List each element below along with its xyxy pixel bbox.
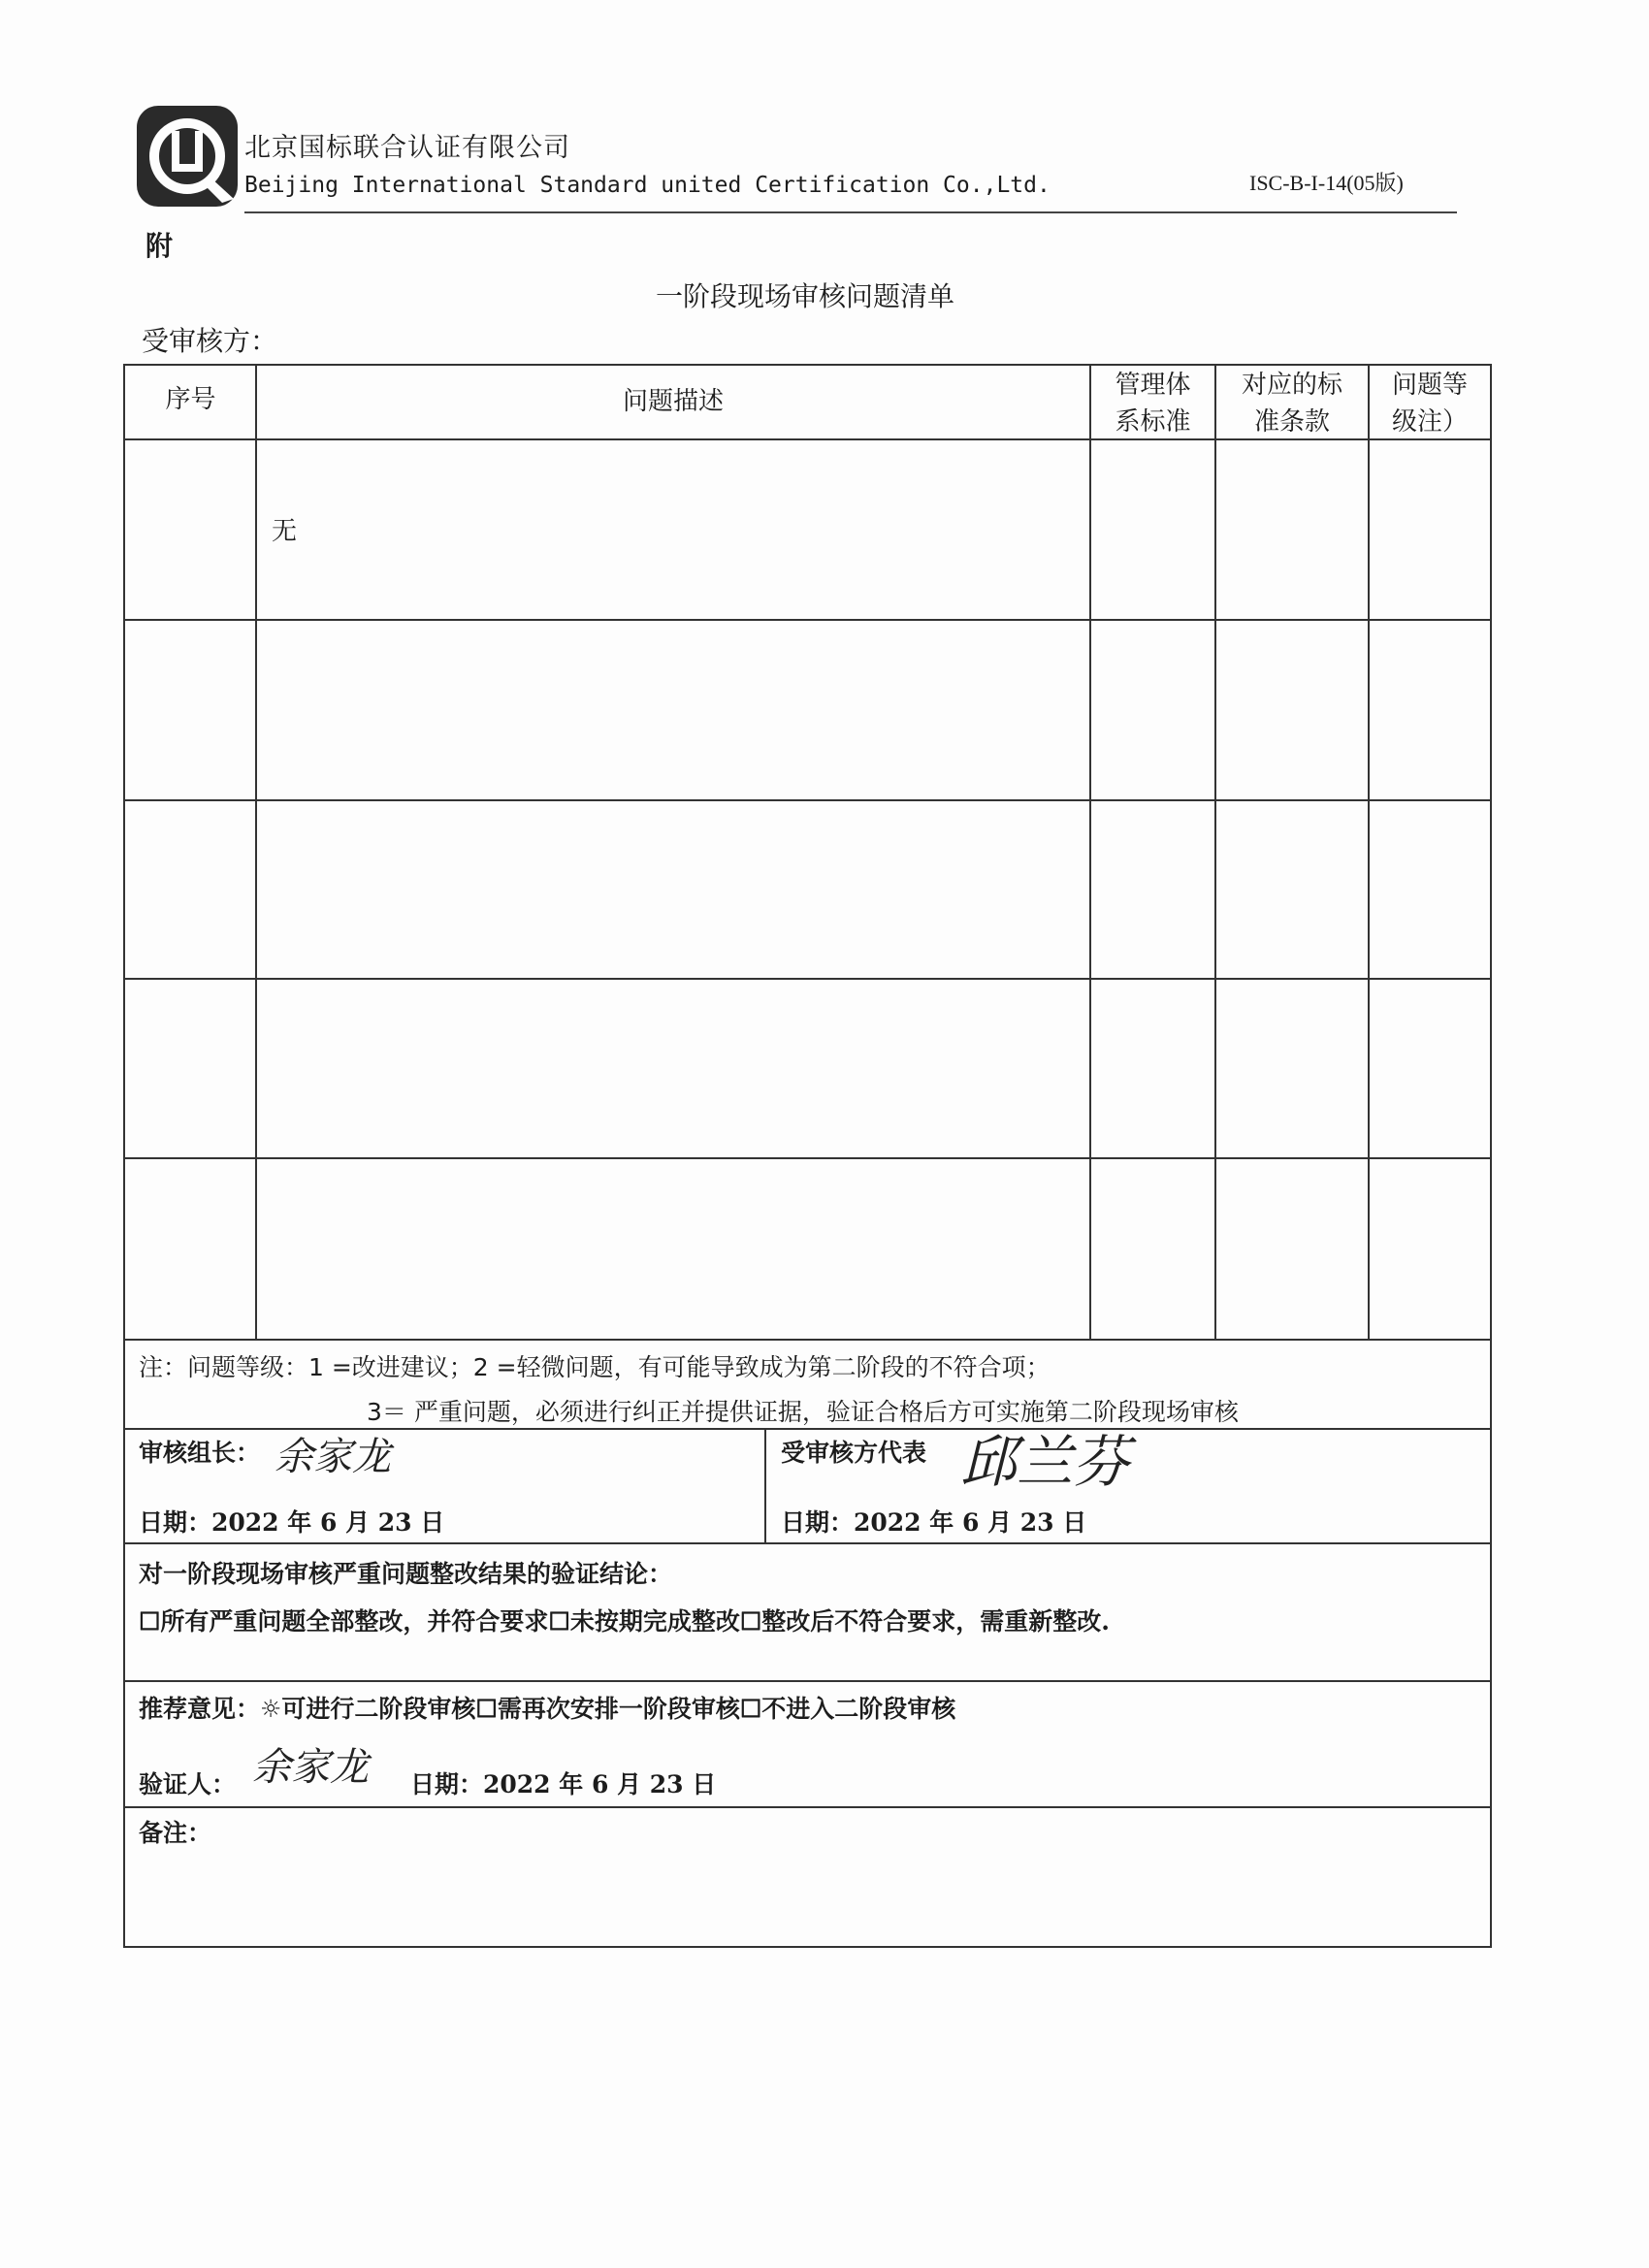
row-1-description: 无 (272, 517, 298, 546)
verifier-date: 日期：2022 年 6 月 23 日 (410, 1770, 717, 1798)
header-standard: 管理体 系标准 (1115, 371, 1191, 437)
verification-title: 对一阶段现场审核严重问题整改结果的验证结论： (139, 1560, 673, 1588)
attachment-label: 附 (146, 230, 174, 262)
row-line-3 (123, 978, 1492, 980)
verification-options: ☐所有严重问题全部整改，并符合要求☐未按期完成整改☐整改后不符合要求，需重新整改. (139, 1607, 1110, 1636)
isc-logo-icon (133, 102, 242, 211)
header-divider (244, 211, 1457, 213)
verifier-label: 验证人： (139, 1770, 237, 1798)
col-divider-clause (1368, 364, 1370, 1339)
col-divider-desc (1089, 364, 1091, 1339)
document-title: 一阶段现场审核问题清单 (655, 280, 954, 312)
remarks-label: 备注： (139, 1819, 212, 1847)
signoff-bottom-line (123, 1542, 1492, 1544)
recommendation-bottom-line (123, 1806, 1492, 1808)
auditee-rep-label: 受审核方代表 (781, 1439, 927, 1467)
recommendation-text: 推荐意见：☼可进行二阶段审核☐需再次安排一阶段审核☐不进入二阶段审核 (139, 1695, 956, 1723)
verification-bottom-line (123, 1680, 1492, 1682)
auditee-label: 受审核方： (142, 325, 278, 357)
row-line-4 (123, 1157, 1492, 1159)
row-line-2 (123, 799, 1492, 801)
company-name-cn: 北京国标联合认证有限公司 (244, 133, 570, 163)
audit-leader-label: 审核组长： (139, 1439, 261, 1467)
note-line-2: 3＝ 严重问题，必须进行纠正并提供证据，验证合格后方可实施第二阶段现场审核 (367, 1398, 1239, 1426)
signoff-divider (764, 1428, 766, 1542)
note-line-1: 注：问题等级：1 =改进建议；2 =轻微问题，有可能导致成为第二阶段的不符合项； (139, 1353, 1051, 1381)
verifier-signature: 余家龙 (252, 1745, 369, 1790)
row-line-5 (123, 1339, 1492, 1341)
header-seq: 序号 (165, 385, 216, 414)
form-code: ISC-B-I-14(05版) (1249, 171, 1404, 195)
auditee-rep-signature: 邱兰芬 (960, 1429, 1130, 1495)
company-name-en: Beijing International Standard united Certification Co.,Ltd. (244, 173, 1051, 198)
header-clause: 对应的标 准条款 (1241, 371, 1342, 437)
audit-leader-signature: 余家龙 (275, 1435, 391, 1479)
header-grade: 问题等 级注） (1391, 371, 1468, 437)
auditee-rep-date: 日期：2022 年 6 月 23 日 (781, 1508, 1087, 1537)
header-description: 问题描述 (622, 387, 724, 416)
row-line-1 (123, 619, 1492, 621)
col-divider-seq (255, 364, 257, 1339)
col-divider-standard (1214, 364, 1216, 1339)
audit-leader-date: 日期：2022 年 6 月 23 日 (139, 1508, 445, 1537)
